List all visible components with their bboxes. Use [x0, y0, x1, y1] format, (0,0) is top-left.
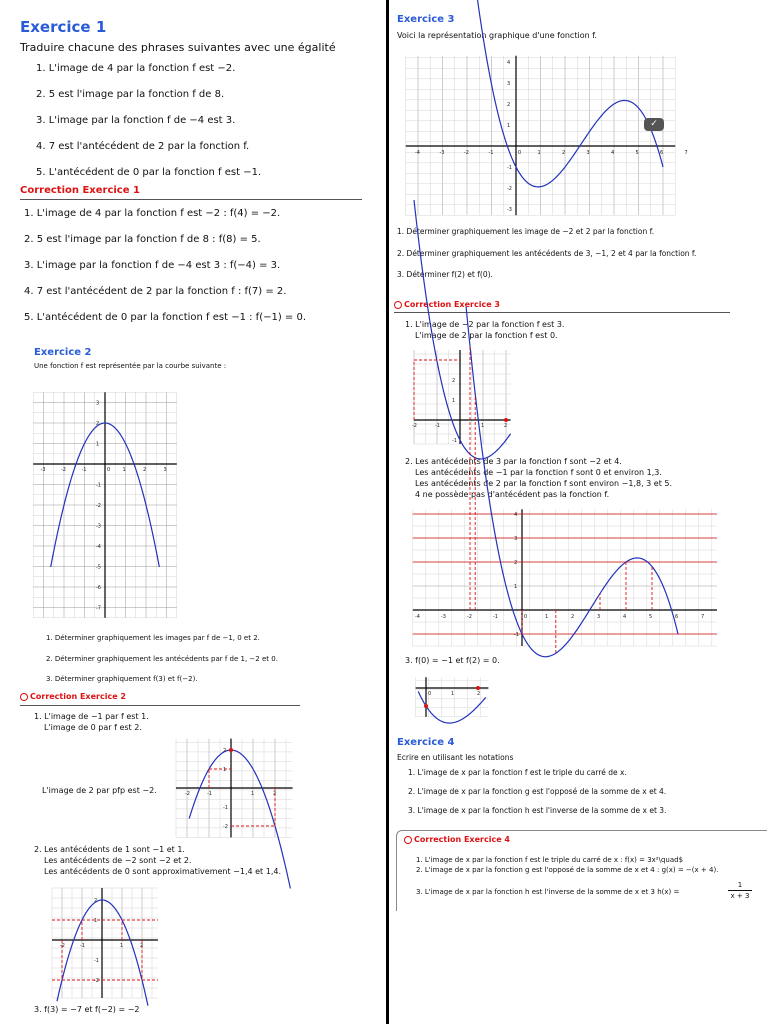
tick-label: 1 — [507, 123, 511, 129]
corr1-title: Correction Exercice 1 — [20, 185, 140, 196]
corr3-line: Les antécédents de −1 par la fonction f sont 0 et environ 1,3. — [415, 468, 662, 477]
collapse-icon[interactable] — [404, 836, 412, 844]
ex1-item: 4. 7 est l'antécédent de 2 par la fonction f. — [36, 141, 250, 152]
ex1-item: 2. 5 est l'image par la fonction f de 8. — [36, 89, 225, 100]
section-rule — [394, 312, 730, 313]
corr1-item: 1. L'image de 4 par la fonction f est −2 : f(4) = −2. — [24, 208, 281, 219]
tick-label: 1 — [223, 767, 227, 773]
point-marker — [229, 748, 233, 752]
tick-label: -2 — [223, 824, 228, 830]
corr4-line: 1. L'image de x par la fonction f est le triple du carré de x : f(x) = 3x²\quad$ — [416, 856, 684, 864]
tick-label: 1 — [537, 150, 541, 156]
tick-label: -2 — [464, 150, 469, 156]
tick-label: -3 — [40, 467, 46, 473]
tick-label: -3 — [507, 207, 512, 213]
corr3-graph3 — [414, 672, 494, 722]
tick-label: -1 — [223, 805, 228, 811]
corr1-item: 4. 7 est l'antécédent de 2 par la fonction f : f(7) = 2. — [24, 286, 287, 297]
ex3-item: 3. Déterminer f(2) et f(0). — [397, 270, 493, 279]
ex2-graph — [32, 382, 182, 612]
tick-label: 0 — [428, 691, 432, 697]
tick-label: -2 — [61, 467, 66, 473]
tick-label: 0 — [518, 150, 522, 156]
ex2-item: 1. Déterminer graphiquement les images par f de −1, 0 et 2. — [46, 634, 260, 642]
tick-label: -6 — [96, 585, 101, 591]
tick-label: 0 — [524, 614, 528, 620]
tick-label: -1 — [514, 632, 519, 638]
tick-label: 5 — [635, 150, 639, 156]
right-column — [392, 0, 768, 1024]
tick-label: 3 — [597, 614, 601, 620]
tick-label: 6 — [660, 150, 664, 156]
edit-badge[interactable]: ✓ — [644, 118, 664, 131]
tick-label: 3 — [96, 400, 100, 407]
corr2-line: Les antécédents de 0 sont approximativement −1,4 et 1,4. — [44, 867, 281, 876]
tick-label: 2 — [571, 614, 575, 620]
tick-label: 2 — [273, 791, 277, 797]
corr2-line: Les antécédents de −2 sont −2 et 2. — [44, 856, 192, 865]
tick-label: -2 — [96, 503, 101, 509]
tick-label: -2 — [185, 791, 190, 797]
tick-label: -2 — [467, 614, 472, 620]
corr3-line: Les antécédents de 2 par la fonction f sont environ −1,8, 3 et 5. — [415, 479, 673, 488]
ex3-intro: Voici la représentation graphique d'une fonction f. — [397, 31, 597, 40]
tick-label: 2 — [452, 378, 456, 384]
tick-label: -4 — [96, 544, 101, 550]
tick-label: -1 — [94, 958, 99, 964]
tick-label: 1 — [452, 398, 456, 404]
corr1-item: 5. L'antécédent de 0 par la fonction f est −1 : f(−1) = 0. — [24, 312, 307, 323]
tick-label: -2 — [412, 423, 417, 429]
tick-label: -1 — [81, 467, 87, 473]
ex4-item: 2. L'image de x par la fonction g est l'opposé de la somme de x et 4. — [408, 787, 667, 796]
tick-label: 2 — [223, 748, 227, 754]
ex4-item: 3. L'image de x par la fonction h est l'inverse de la somme de x et 3. — [408, 806, 667, 815]
tick-label: -3 — [96, 523, 101, 530]
tick-label: 3 — [514, 536, 518, 542]
collapse-icon[interactable] — [394, 301, 402, 309]
tick-label: 2 — [143, 467, 147, 473]
tick-label: 3 — [163, 467, 167, 473]
tick-label: 4 — [623, 614, 627, 620]
tick-label: -1 — [493, 614, 498, 620]
corr3-line: 2. Les antécédents de 3 par la fonction f sont −2 et 4. — [405, 457, 622, 466]
tick-label: 2 — [96, 421, 100, 427]
corr1-item: 2. 5 est l'image par la fonction f de 8 : f(8) = 5. — [24, 234, 261, 245]
tick-label: -1 — [96, 482, 101, 489]
tick-label: -1 — [80, 943, 85, 949]
tick-label: 2 — [562, 150, 566, 156]
corr2-line: L'image de 2 par pfp est −2. — [42, 786, 157, 795]
column-divider — [386, 0, 389, 1024]
corr3-title-text: Correction Exercice 3 — [404, 300, 500, 309]
tick-label: 7 — [684, 150, 688, 156]
tick-label: 1 — [94, 918, 98, 924]
corr3-line: 3. f(0) = −1 et f(2) = 0. — [405, 656, 500, 665]
corr4-line: 2. L'image de x par la fonction g est l'opposé de la somme de x et 4 : g(x) = −(x + 4). — [416, 866, 719, 874]
ex2-item: 3. Déterminer graphiquement f(3) et f(−2). — [46, 675, 198, 683]
tick-label: 6 — [675, 614, 679, 620]
collapse-icon[interactable] — [20, 693, 28, 701]
tick-label: -1 — [207, 791, 212, 797]
tick-label: -3 — [439, 150, 445, 156]
point-marker — [424, 704, 428, 708]
tick-label: -5 — [96, 564, 101, 571]
ex2-title: Exercice 2 — [34, 347, 92, 358]
corr4-title-text: Correction Exercice 4 — [414, 835, 510, 844]
ex4-item: 1. L'image de x par la fonction f est le triple du carré de x. — [408, 768, 627, 777]
tick-label: 1 — [545, 614, 549, 620]
tick-label: 4 — [611, 150, 615, 156]
tick-label: 3 — [507, 81, 511, 87]
corr3-line: 1. L'image de −2 par la fonction f est 3. — [405, 320, 565, 329]
tick-label: 2 — [504, 423, 508, 429]
tick-label: -3 — [441, 614, 446, 620]
corr3-graph1 — [414, 345, 534, 445]
ex1-item: 1. L'image de 4 par la fonction f est −2. — [36, 63, 236, 74]
ex3-title: Exercice 3 — [397, 14, 455, 25]
corr2-graph2 — [40, 880, 170, 1002]
tick-label: 4 — [514, 512, 518, 518]
tick-label: -1 — [435, 423, 440, 429]
corr2-line: L'image de 0 par f est 2. — [44, 723, 142, 732]
tick-label: -2 — [94, 978, 99, 984]
corr2-line: 2. Les antécédents de 1 sont −1 et 1. — [34, 845, 185, 854]
tick-label: 2 — [477, 691, 481, 697]
tick-label: 1 — [96, 441, 100, 448]
corr2-line: 1. L'image de −1 par f est 1. — [34, 712, 149, 721]
ex2-intro: Une fonction f est représentée par la courbe suivante : — [34, 362, 227, 370]
tick-label: -1 — [488, 150, 494, 156]
ex4-intro: Ecrire en utilisant les notations — [397, 753, 514, 762]
corr4-line: 3. L'image de x par la fonction h est l'inverse de la somme de x et 3 h(x) = — [416, 888, 680, 896]
tick-label: 2 — [507, 102, 511, 108]
ex4-title: Exercice 4 — [397, 737, 455, 748]
tick-label: 1 — [514, 584, 518, 590]
corr2-title — [20, 692, 126, 701]
corr3-title — [394, 300, 500, 309]
point-marker — [476, 686, 480, 690]
corr2-line: 3. f(3) = −7 et f(−2) = −2 — [34, 1005, 140, 1014]
ex3-graph — [396, 48, 688, 218]
tick-label: 3 — [586, 150, 590, 156]
ex1-title: Exercice 1 — [20, 18, 107, 36]
tick-label: -1 — [507, 165, 512, 171]
tick-label: 4 — [507, 60, 511, 66]
corr3-line: L'image de 2 par la fonction f est 0. — [415, 331, 558, 340]
fraction-numerator: 1 — [728, 881, 752, 891]
corr1-item: 3. L'image par la fonction f de −4 est 3 : f(−4) = 3. — [24, 260, 281, 271]
tick-label: 1 — [251, 791, 255, 797]
corr4-title — [404, 835, 510, 844]
ex1-item: 5. L'antécédent de 0 par la fonction f est −1. — [36, 167, 262, 178]
corr3-graph2 — [414, 502, 730, 650]
tick-label: 1 — [122, 467, 126, 473]
tick-label: -4 — [415, 150, 420, 156]
corr2-title-text: Correction Exercice 2 — [30, 692, 126, 701]
tick-label: -7 — [96, 605, 101, 612]
tick-label: 5 — [649, 614, 653, 620]
fraction-denominator: x + 3 — [730, 892, 750, 900]
tick-label: -1 — [452, 438, 457, 444]
ex1-intro: Traduire chacune des phrases suivantes avec une égalité — [20, 41, 336, 54]
tick-label: -2 — [60, 943, 65, 949]
section-rule — [20, 199, 362, 200]
tick-label: 0 — [107, 467, 111, 473]
tick-label: 1 — [120, 943, 124, 949]
function-curve — [463, 0, 663, 187]
point-marker — [504, 418, 508, 422]
tick-label: 1 — [481, 423, 485, 429]
tick-label: 2 — [514, 560, 518, 566]
tick-label: 2 — [140, 943, 144, 949]
ex3-item: 1. Déterminer graphiquement les image de −2 et 2 par la fonction f. — [397, 227, 655, 236]
section-rule — [20, 705, 300, 706]
tick-label: -4 — [415, 614, 420, 620]
ex1-item: 3. L'image par la fonction f de −4 est 3. — [36, 115, 236, 126]
tick-label: 2 — [94, 898, 98, 904]
tick-label: 7 — [701, 614, 705, 620]
tick-label: 1 — [451, 691, 455, 697]
tick-label: -2 — [507, 186, 512, 192]
ex3-item: 2. Déterminer graphiquement les antécédents de 3, −1, 2 et 4 par la fonction f. — [397, 249, 697, 258]
corr3-line: 4 ne possède pas d'antécédent pas la fonction f. — [415, 490, 610, 499]
corr2-graph1 — [168, 735, 296, 845]
ex2-item: 2. Déterminer graphiquement les antécédents par f de 1, −2 et 0. — [46, 655, 278, 663]
